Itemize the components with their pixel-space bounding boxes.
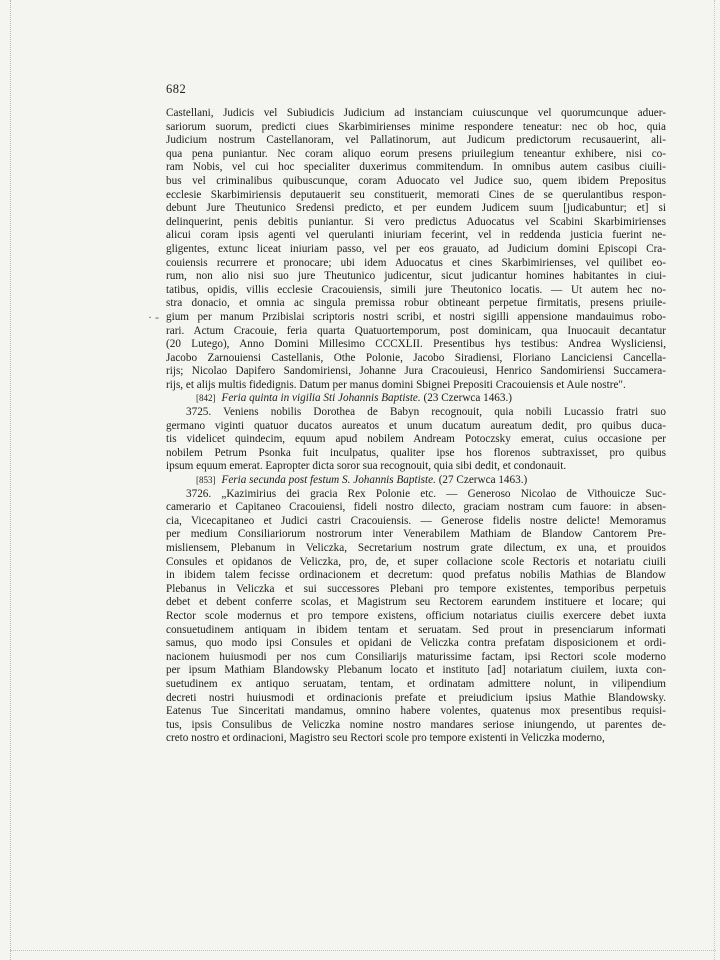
text-line: delinquerint, penis debitis puniantur. Si vero predictus Aduocatus vel Scabini Skarbimirienses — [166, 215, 666, 228]
entry-date: (23 Czerwca 1463.) — [423, 392, 513, 405]
text-line: tis videlicet quindecim, equum apud nobilem Andream Potoczsky emerat, cuius occasione per — [166, 433, 666, 446]
text-line: tus, ipsis Consulibus de Veliczka nomine nostro mandares seriose iniungendo, ut parentes de- — [166, 718, 666, 731]
text-line: in ibidem talem fecisse ordinacionem et decretum: quod prefatus nobilis Mathias de Blandow — [166, 569, 666, 582]
text-line: Consules et opidanos de Veliczka, pro, de, et super collacione scole Rectoris et notariatu ciuili — [166, 555, 666, 568]
text-line: samus, quo modo ipsi Consules et opidani de Veliczka contra prefatam disposicionem et ordi- — [166, 637, 666, 650]
text-line: ram Nobis, vel cui hoc specialiter duxerimus commitendum. In omnibus autem casibus ciuili- — [166, 161, 666, 174]
entry-number: [842] — [196, 393, 216, 404]
text-line: qua pena puniantur. Nec coram aliquo eorum presens priuilegium teneantur exhibere, nisi co- — [166, 147, 666, 160]
text-line: alicui coram ipsis agenti vel querulanti iniuriam fecerint, vel in reddenda justicia fuerint ne- — [166, 229, 666, 242]
text-line: rum, non alio nisi suo jure Theutunico judicentur, sicut judicantur homines habitantes in ciui- — [166, 270, 666, 283]
text-line: debunt Jure Theutunico Sredensi predicto, et per eundem Judicem suum [judicabuntur; et] si — [166, 202, 666, 215]
entry-title: Feria secunda post festum S. Johannis Baptiste. — [221, 474, 436, 487]
document-body — [166, 107, 666, 746]
text-line: Jacobo Zarnouiensi Castellanis, Othe Polonie, Jacobo Siradiensi, Floriano Lanciciensi Cancella- — [166, 351, 666, 364]
entry-number: [853] — [196, 475, 216, 486]
text-line: rari. Actum Cracouie, feria quarta Quatuortemporum, post dominicam, qua Inuocauit decantatur — [166, 324, 666, 337]
entry-title: Feria quinta in vigilia Sti Johannis Baptiste. — [221, 392, 421, 405]
text-line: nobilem Petrum Psonka fuit inculpatus, qualiter ipse hos florenos subtraxisset, pro quibus — [166, 446, 666, 459]
text-line: per medium Consiliariorum nostrorum inter Venerabilem Mathiam de Blandow Cantorem Pre- — [166, 528, 666, 541]
text-line: couiensis recurrere et pronocare; ubi idem Aduocatus et cines Skarbimirienses, vel quilibet eo- — [166, 256, 666, 269]
text-line: debet et debent conferre scolas, et Magistrum seu Rectorem earundem instituere et locare; qui — [166, 596, 666, 609]
text-line: 3725. Veniens nobilis Dorothea de Babyn recognouit, quia nobili Lucassio fratri suo — [186, 406, 666, 419]
text-line: ecclesie Skarbimiriensis deputauerit seu constituerit, memorati Cines de se querulantibus respon- — [166, 188, 666, 201]
text-line: gligentes, extunc liceat iniuriam passo, vel per eos grauato, ad Judicium domini Episcopi Cra- — [166, 242, 666, 255]
text-line: stra donacio, et omnia ac singula premissa robur obtineant perpetue firmitatis, presens priuile- — [166, 297, 666, 310]
text-line: Castellani, Judicis vel Subiudicis Judicium ad instanciam cuiuscunque vel quorumcunque aduer- — [166, 107, 666, 119]
text-line: creto nostro et ordinacioni, Magistro seu Rectori scole pro tempore existenti in Veliczka moderno, — [166, 732, 605, 745]
page-number: 682 — [166, 82, 187, 96]
entry-heading — [166, 392, 666, 406]
text-line: decreti nostri huiusmodi et ordinacionis prefate et preiudicium ipsius Mathie Blandowsky. — [166, 691, 666, 704]
text-line: Judicium nostrum Castellanoram, vel Pallatinorum, aut Judicum predictorum recusauerint, ali- — [166, 134, 666, 147]
text-line: 3726. „Kazimirius dei gracia Rex Polonie etc. — Generoso Nicolao de Vithouicze Suc- — [186, 487, 666, 500]
text-line: Plebanus in Veliczka et sui successores Plebani pro tempore existentes, temporibus perpetuis — [166, 582, 666, 595]
text-line: sariorum suorum, predicti ciues Skarbimirienses minime respondere teneatur: nec ob hoc, quia — [166, 120, 666, 133]
text-line: rijs; Nicolao Dapifero Sandomiriensi, Johanne Jura Cracouieusi, Henrico Sandomiriensi Succamera- — [166, 365, 666, 378]
text-line: Eatenus Tue Sinceritati mandamus, omnino habere volentes, quatenus mox presentibus requisi- — [166, 705, 666, 718]
text-line: gium per manum Przibislai scriptoris nostri scribi, et nostri sigilli appensione mandauimus robo- — [166, 310, 666, 323]
margin-mark: · - — [148, 310, 159, 324]
text-line: Rector scole modernus et pro tempore existens, officium notariatus ciuilis exercere debet iuxta — [166, 609, 666, 622]
entry-heading — [166, 474, 666, 488]
page-edge-left — [10, 0, 12, 960]
text-line: bus vel criminalibus quibuscunque, coram Aduocato vel Judice suo, quem ibidem Prepositus — [166, 174, 666, 187]
text-line: nacionem huiusmodi per nos cum Consiliarijs maturissime factam, ipsi Rectori scole moderno — [166, 650, 666, 663]
entry-date: (27 Czerwca 1463.) — [438, 474, 528, 487]
text-line: consuetudinem antiquam in ibidem tentam et seruatam. Sed prout in presenciarum informati — [166, 623, 666, 636]
text-line: suetudinem ex antiquo seruatam, tentam, et ordinatam admittere nolunt, in vilipendium — [166, 677, 666, 690]
text-line: misliensem, Plebanum in Veliczka, Secretarium nostrum grate dilectum, ex una, et prouidos — [166, 542, 666, 554]
text-line: (20 Lutego), Anno Domini Millesimo CCCXLII. Presentibus hys testibus: Andrea Wysliciensi, — [166, 338, 666, 351]
text-line: rijs, et alijs multis fidedignis. Datum per manus domini Sbignei Prepositi Cracouiensis et Aule nostre". — [166, 378, 626, 391]
text-line: tatibus, opidis, villis ecclesie Cracouiensis, simili jure Theutonico locatis. — Ut autem hec no- — [166, 283, 666, 296]
page-edge-right — [714, 0, 716, 960]
text-line: germano viginti quatuor ducatos aureatos et unum ducatum aureatum dedit, pro quibus duca- — [166, 419, 666, 432]
text-line: cia, Vicecapitaneo et Judici castri Cracouiensis. — Generose fidelis nostre delicte! Memoramus — [166, 514, 666, 527]
text-line: per ipsum Mathiam Blandowsky Plebanum locato et instituto [ad] notariatum ciuilem, iuxta con- — [166, 664, 666, 677]
page-edge-bottom — [10, 950, 716, 952]
text-line: ipsum equum emerat. Eapropter dicta soror sua recognouit, quia sibi dedit, et condonauit. — [166, 460, 567, 473]
text-line: camerario et Capitaneo Cracouiensi, fideli nostro dilecto, graciam nostram cum fauore: in absen- — [166, 501, 666, 514]
